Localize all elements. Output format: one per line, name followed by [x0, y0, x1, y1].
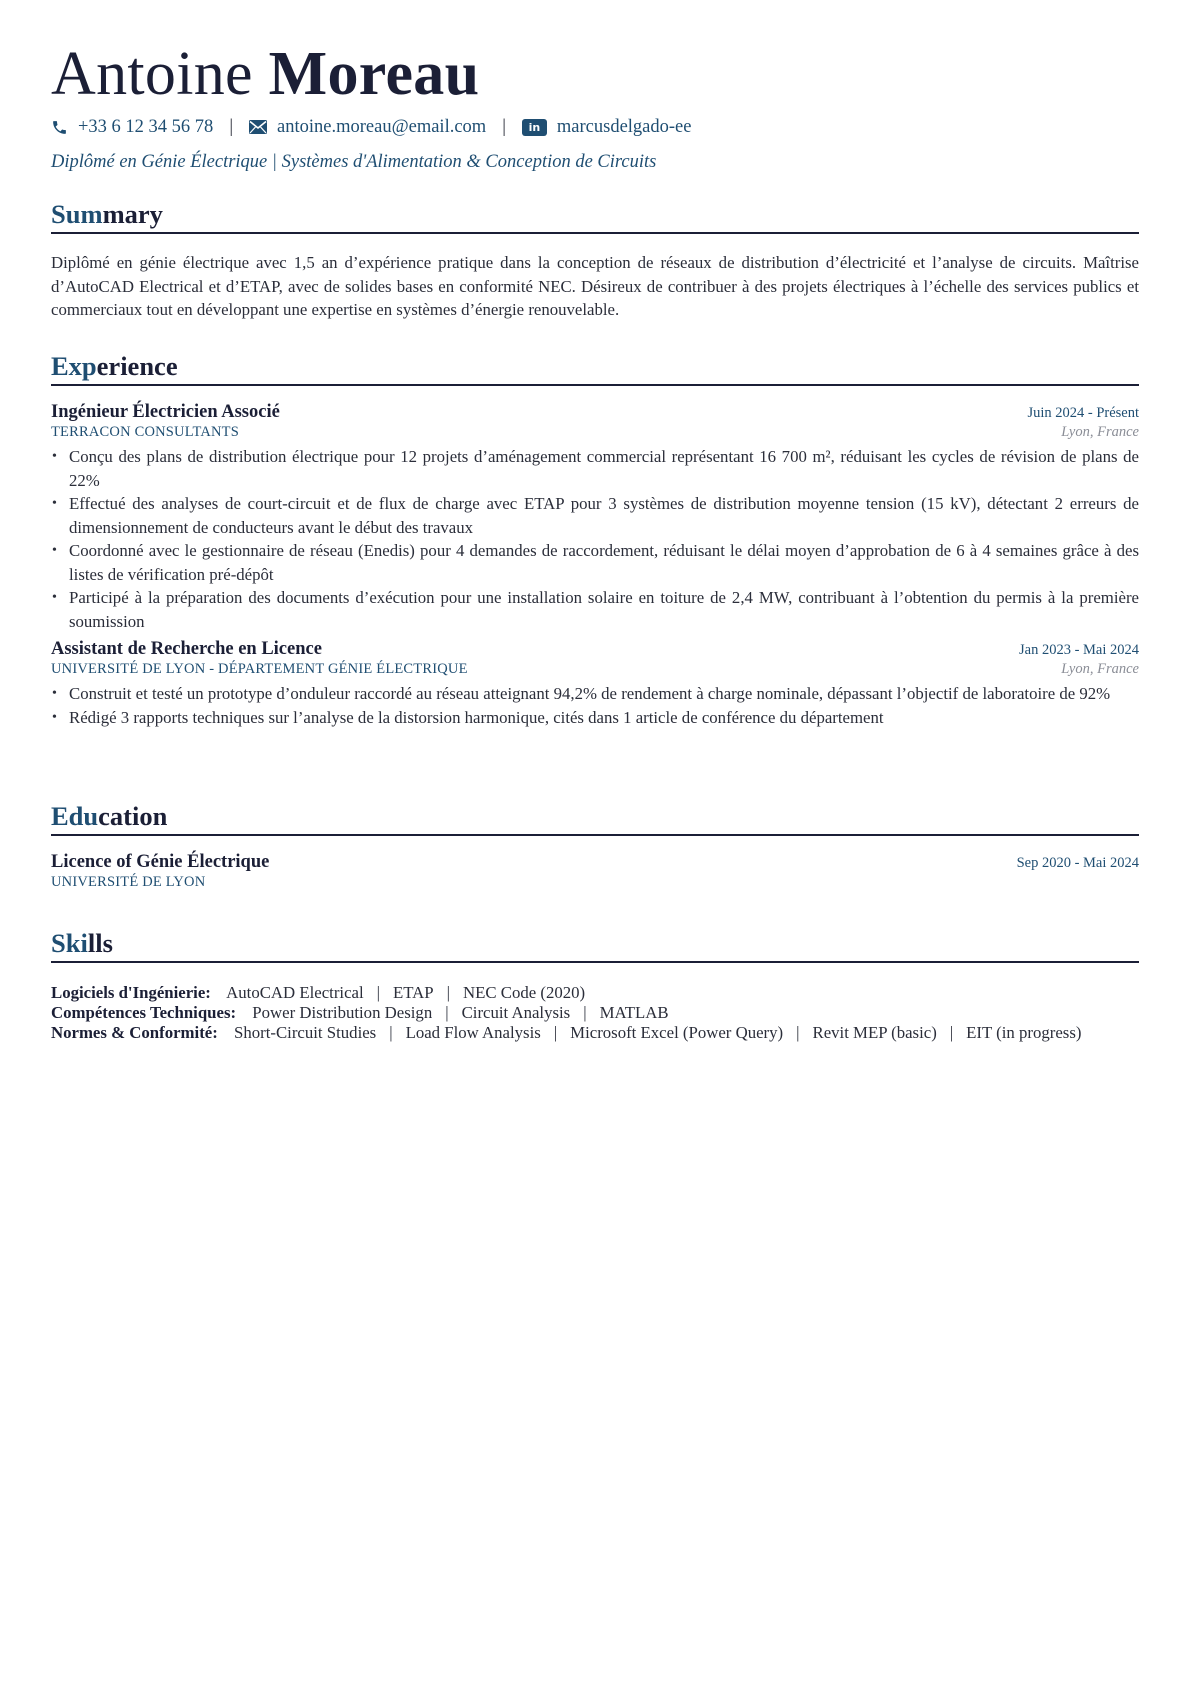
job-dates: Juin 2024 - Présent [1027, 405, 1139, 421]
skill-line [51, 1023, 1139, 1043]
skill-category: Normes & Conformité: [51, 1023, 218, 1042]
entry-header [51, 852, 1139, 873]
skill-item: EIT (in progress) [966, 1023, 1082, 1042]
section-title-summary [51, 198, 1139, 234]
contact-separator: | [229, 116, 234, 137]
skill-item: Circuit Analysis [461, 1003, 571, 1022]
section-title-skills [51, 927, 1139, 963]
entry-org-row [51, 424, 1139, 441]
section-title-rest: erience [96, 351, 178, 381]
linkedin-handle: marcusdelgado-ee [556, 116, 692, 137]
entry-header [51, 402, 1139, 423]
job-title: Assistant de Recherche en Licence [51, 639, 322, 659]
education-section [51, 800, 1139, 891]
list-item: • Rédigé 3 rapports techniques sur l’analyse de la distorsion harmonique, cités dans 1 article de conférence du département [51, 706, 1139, 730]
contact-bar [51, 114, 1139, 140]
degree-title: Licence of Génie Électrique [51, 852, 270, 872]
skill-line [51, 1003, 1139, 1023]
tagline: Diplômé en Génie Électrique | Systèmes d'Alimentation & Conception de Circuits [51, 152, 657, 172]
achievement-list [51, 445, 1139, 633]
skill-item: AutoCAD Electrical [226, 983, 364, 1002]
job-location: Lyon, France [1061, 661, 1139, 677]
job-location: Lyon, France [1061, 424, 1139, 440]
section-title-accent: Sum [51, 199, 103, 229]
skill-category: Logiciels d'Ingénierie: [51, 983, 211, 1002]
phone-contact[interactable] [51, 117, 213, 138]
skill-item: Microsoft Excel (Power Query) [570, 1023, 784, 1042]
job-title: Ingénieur Électricien Associé [51, 402, 280, 422]
list-item: • Conçu des plans de distribution électrique pour 12 projets d’aménagement commercial représentant 16 700 m², réduisant les cycles de révision de plans de 22% [51, 445, 1139, 492]
email-contact[interactable] [249, 117, 486, 138]
school-name: UNIVERSITÉ DE LYON [51, 874, 206, 890]
list-item: • Construit et testé un prototype d’onduleur raccordé au réseau atteignant 94,2% de rendement à charge nominale, dépassant l’objectif de laboratoire de 92% [51, 682, 1139, 706]
experience-section [51, 350, 1139, 729]
skill-item: MATLAB [599, 1003, 669, 1022]
company-name: UNIVERSITÉ DE LYON - DÉPARTEMENT GÉNIE ÉLECTRIQUE [51, 661, 468, 677]
candidate-name [51, 38, 479, 110]
skill-category: Compétences Techniques: [51, 1003, 237, 1022]
skill-item: Power Distribution Design [252, 1003, 433, 1022]
skill-separator: | [445, 1003, 449, 1022]
skill-separator: | [553, 1023, 558, 1042]
list-item: • Participé à la préparation des documents d’exécution pour une installation solaire en toiture de 2,4 MW, contribuant à l’obtention du permis à la première soumission [51, 586, 1139, 633]
section-title-accent: Exp [51, 351, 97, 381]
envelope-icon [249, 120, 267, 134]
experience-entry [51, 639, 1139, 729]
skill-separator: | [389, 1023, 393, 1042]
skill-separator: | [796, 1023, 800, 1042]
phone-number: +33 6 12 34 56 78 [78, 116, 214, 137]
skill-separator: | [446, 983, 450, 1002]
skill-item: Short-Circuit Studies [234, 1023, 377, 1042]
list-item: • Effectué des analyses de court-circuit et de flux de charge avec ETAP pour 3 systèmes de distribution moyenne tension (15 kV), détectant 2 erreurs de dimensionnement de conducteurs avant le début des travaux [51, 492, 1139, 539]
entry-org-row [51, 874, 1139, 891]
first-name: Antoine [51, 40, 253, 108]
skill-item: Load Flow Analysis [405, 1023, 541, 1042]
skill-line [51, 983, 1139, 1003]
section-title-education [51, 800, 1139, 836]
achievement-list [51, 682, 1139, 729]
section-title-experience [51, 350, 1139, 386]
section-title-accent: Edu [51, 801, 99, 831]
list-item: • Coordonné avec le gestionnaire de réseau (Enedis) pour 4 demandes de raccordement, réduisant le délai moyen d’approbation de 6 à 4 semaines grâce à des listes de vérification pré-dépôt [51, 539, 1139, 586]
linkedin-icon: in [522, 119, 547, 136]
summary-text: Diplômé en génie électrique avec 1,5 an d’expérience pratique dans la conception de réseaux de distribution d’électricité et l’analyse de circuits. Maîtrise d’AutoCAD Electrical et d’ETAP, avec de solides bases en conformité NEC. Désireux de contribuer à des projets électriques à l’échelle des services publics et commerciaux tout en développant une expertise en systèmes d’énergie renouvelable. [51, 253, 1139, 319]
email-address: antoine.moreau@email.com [277, 116, 487, 137]
skill-separator: | [949, 1023, 954, 1042]
contact-separator: | [502, 116, 506, 137]
skills-section [51, 927, 1139, 1043]
phone-icon [51, 119, 68, 136]
section-title-rest: mary [102, 199, 163, 229]
skills-list [51, 983, 1139, 1043]
section-title-rest: lls [87, 928, 113, 958]
summary-section [51, 198, 1139, 322]
skill-separator: | [583, 1003, 587, 1022]
last-name: Moreau [268, 40, 480, 108]
linkedin-contact[interactable] [522, 117, 692, 138]
education-entry [51, 852, 1139, 891]
job-dates: Jan 2023 - Mai 2024 [1018, 642, 1139, 658]
skill-item: NEC Code (2020) [463, 983, 586, 1002]
section-title-rest: cation [98, 801, 168, 831]
entry-header [51, 639, 1139, 660]
education-dates: Sep 2020 - Mai 2024 [1016, 855, 1139, 871]
skill-separator: | [376, 983, 381, 1002]
experience-entry [51, 402, 1139, 633]
company-name: TERRACON CONSULTANTS [51, 424, 240, 440]
section-title-accent: Ski [51, 928, 88, 958]
skill-item: Revit MEP (basic) [812, 1023, 937, 1042]
skill-item: ETAP [393, 983, 434, 1002]
entry-org-row [51, 661, 1139, 678]
